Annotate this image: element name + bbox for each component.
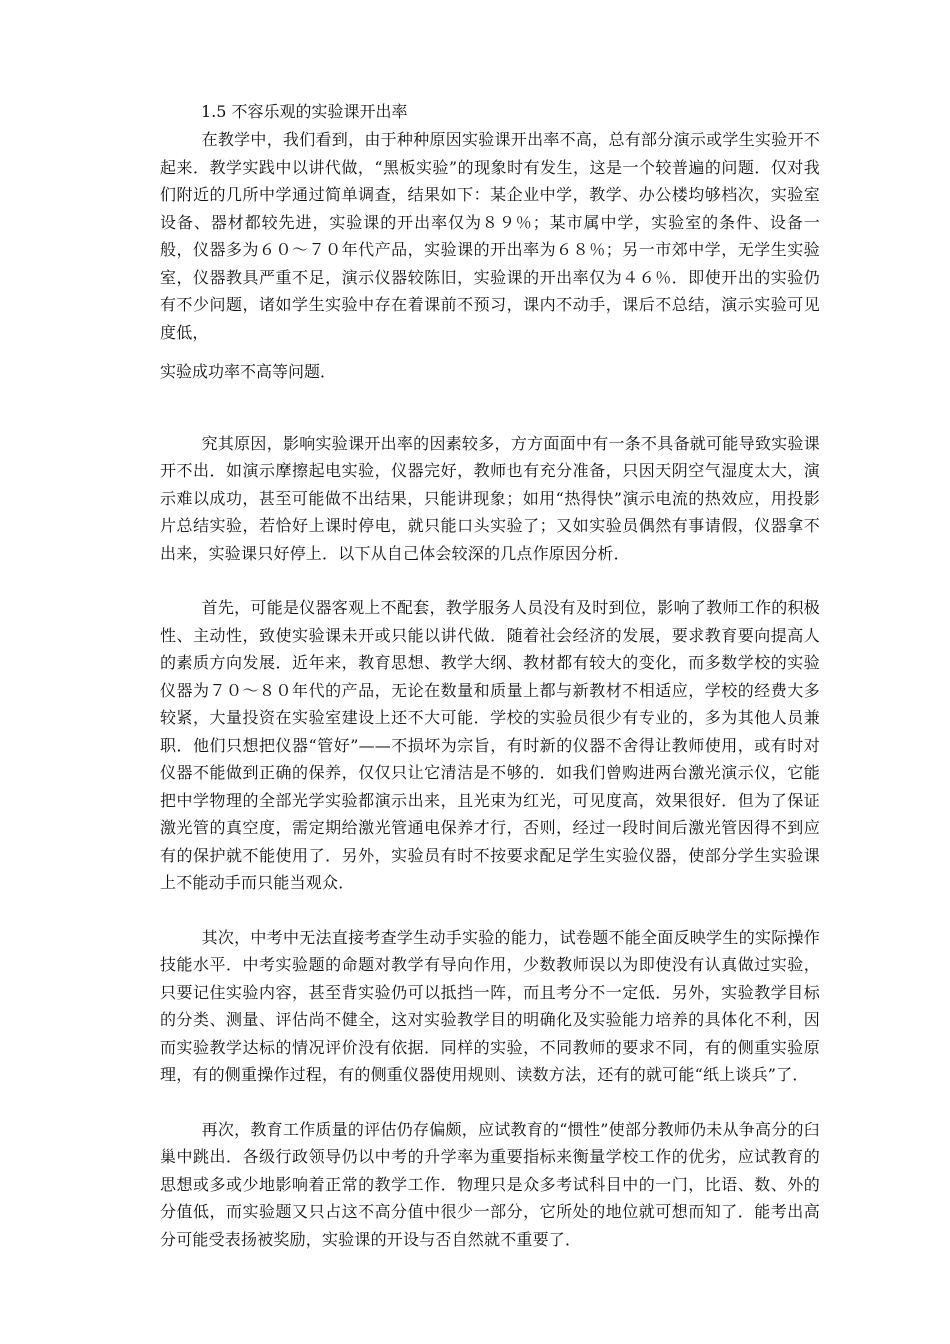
document-page — [160, 98, 820, 1253]
paragraph-causes: 究其原因，影响实验课开出率的因素较多，方方面面中有一条不具备就可能导致实验课开不出．如演示摩擦起电实验，仪器完好，教师也有充分准备，只因天阴空气湿度太大，演示难以成功，甚至可能做不出结果，只能讲现象；如用“热得快”演示电流的热效应，用投影片总结实验，若恰好上课时停电，就只能口头实验了；又如实验员偶然有事请假，仪器拿不出来，实验课只好停上．以下从自己体会较深的几点作原因分析． — [160, 433, 820, 563]
section-number: 1.5 — [201, 102, 227, 121]
paragraph-second-reason: 其次，中考中无法直接考查学生动手实验的能力，试卷题不能全面反映学生的实际操作技能水平．中考实验题的命题对教学有导向作用，少数教师误以为即使没有认真做过实验，只要记住实验内容，甚至背实验仍可以抵挡一阵，而且考分不一定低．另外，实验教学目标的分类、测量、评估尚不健全，这对实验教学目的明确化及实验能力培养的具体化不利，因而实验教学达标的情况评价没有依据．同样的实验，不同教师的要求不同，有的侧重实验原理，有的侧重操作过程，有的侧重仪器使用规则、读数方法，还有的就可能“纸上谈兵”了． — [160, 927, 820, 1084]
paragraph-intro-tail: 实验成功率不高等问题． — [160, 362, 337, 381]
paragraph-third-reason: 再次，教育工作质量的评估仍存偏颇，应试教育的“惯性”使部分教师仍未从争高分的臼巢中跳出．各级行政领导仍以中考的升学率为重要指标来衡量学校工作的优劣，应试教育的思想或多或少地影响着正常的教学工作．物理只是众多考试科目中的一门，比语、数、外的分值低，而实验题又只占这不高分值中很少一部分，它所处的地位就可想而知了．能考出高分可能受表扬被奖励，实验课的开设与否自然就不重要了． — [160, 1119, 820, 1249]
paragraph-intro: 在教学中，我们看到，由于种种原因实验课开出率不高，总有部分演示或学生实验开不起来．教学实践中以讲代做，“黑板实验”的现象时有发生，这是一个较普遍的问题．仅对我们附近的几所中学通过简单调查，结果如下：某企业中学，教学、办公楼均够档次，实验室设备、器材都较先进，实验课的开出率仅为８９％；某市属中学，实验室的条件、设备一般，仪器多为６０～７０年代产品，实验课的开出率为６８％；另一市郊中学，无学生实验室，仪器教具严重不足，演示仪器较陈旧，实验课的开出率仅为４６％．即使开出的实验仍有不少问题，诸如学生实验中存在着课前不预习，课内不动手，课后不总结，演示实验可见度低， — [160, 130, 820, 342]
paragraph-first-reason: 首先，可能是仪器客观上不配套，教学服务人员没有及时到位，影响了教师工作的积极性、主动性，致使实验课未开或只能以讲代做．随着社会经济的发展，要求教育要向提高人的素质方向发展．近年来，教育思想、教学大纲、教材都有较大的变化，而多数学校的实验仪器为７０～８０年代的产品，无论在数量和质量上都与新教材不相适应，学校的经费大多较紧，大量投资在实验室建设上还不大可能．学校的实验员很少有专业的，多为其他人员兼职．他们只想把仪器“管好”——不损坏为宗旨，有时新的仪器不舍得让教师使用，或有时对仪器不能做到正确的保养，仅仅只让它清洁是不够的．如我们曾购进两台激光演示仪，它能把中学物理的全部光学实验都演示出来，且光束为红光，可见度高，效果很好．但为了保证激光管的真空度，需定期给激光管通电保养才行，否则，经过一段时间后激光管因得不到应有的保护就不能使用了．另外，实验员有时不按要求配足学生实验仪器，使部分学生实验课上不能动手而只能当观众． — [160, 598, 820, 892]
section-title: 不容乐观的实验课开出率 — [231, 102, 408, 121]
section-heading — [201, 98, 820, 125]
